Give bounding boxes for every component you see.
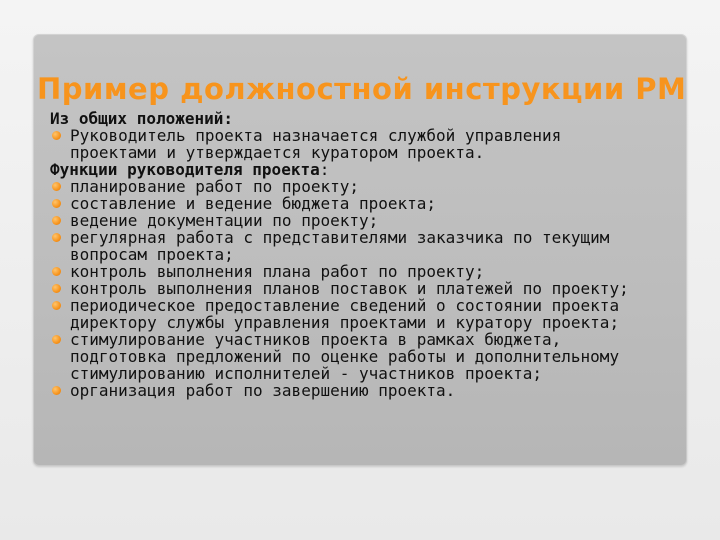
bullet-icon: [52, 233, 61, 242]
functions-heading-colon: :: [319, 160, 330, 179]
slide-title: Пример должностной инструкции PM: [37, 72, 687, 106]
bullet-icon: [52, 301, 61, 310]
general-heading: Из общих положений:: [50, 109, 234, 128]
general-list: [50, 127, 718, 161]
list-item: [50, 127, 718, 161]
functions-list: [50, 178, 718, 399]
list-item: [50, 212, 718, 229]
list-item-line: директору службы управления проектами и куратору проекта;: [70, 313, 620, 332]
bullet-icon: [52, 386, 61, 395]
bullet-icon: [52, 182, 61, 191]
list-item-line: регулярная работа с представителями заказчика по текущим: [70, 228, 610, 247]
list-item: [50, 280, 718, 297]
slide-body: [50, 110, 718, 399]
list-item: [50, 331, 718, 382]
list-item-line: вопросам проекта;: [70, 245, 234, 264]
list-item-line: контроль выполнения плана работ по проекту;: [70, 262, 485, 281]
functions-heading: [50, 161, 718, 178]
bullet-icon: [52, 335, 61, 344]
list-item-line: проектами и утверждается куратором проекта.: [70, 143, 485, 162]
list-item-line: составление и ведение бюджета проекта;: [70, 194, 437, 213]
bullet-icon: [52, 216, 61, 225]
list-item: [50, 195, 718, 212]
list-item-line: ведение документации по проекту;: [70, 211, 379, 230]
list-item-line: стимулирование участников проекта в рамках бюджета,: [70, 330, 562, 349]
list-item-line: организация работ по завершению проекта.: [70, 381, 456, 400]
list-item-line: подготовка предложений по оценке работы и дополнительному: [70, 347, 620, 366]
list-item: [50, 297, 718, 331]
bullet-icon: [52, 131, 61, 140]
list-item-line: периодическое предоставление сведений о состоянии проекта: [70, 296, 620, 315]
bullet-icon: [52, 267, 61, 276]
list-item-line: планирование работ по проекту;: [70, 177, 359, 196]
list-item: [50, 263, 718, 280]
bullet-icon: [52, 284, 61, 293]
list-item-line: Руководитель проекта назначается службой управления: [70, 126, 562, 145]
list-item: [50, 382, 718, 399]
list-item: [50, 229, 718, 263]
bullet-icon: [52, 199, 61, 208]
list-item-line: стимулированию исполнителей - участников проекта;: [70, 364, 543, 383]
list-item: [50, 178, 718, 195]
list-item-line: контроль выполнения планов поставок и платежей по проекту;: [70, 279, 629, 298]
functions-heading-text: Функции руководителя проекта: [50, 160, 320, 179]
